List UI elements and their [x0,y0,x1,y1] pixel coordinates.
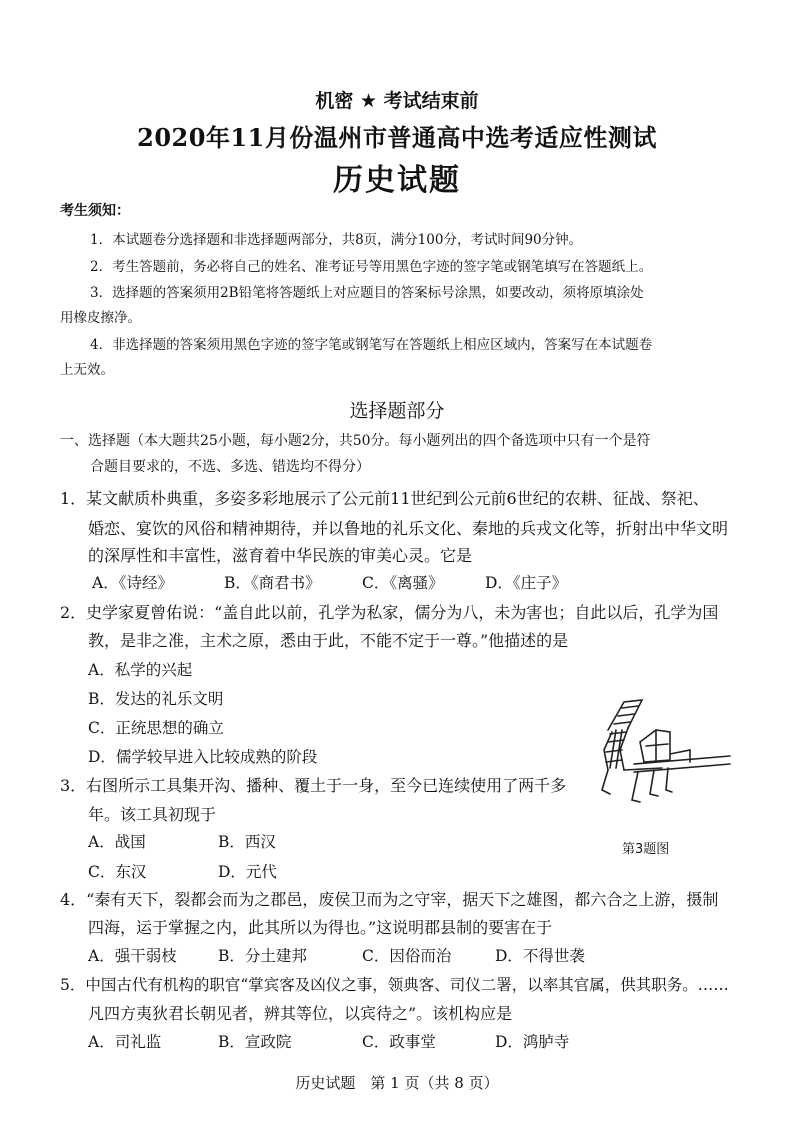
figure-caption: 第3题图 [622,842,670,857]
page-footer: 历史试题 第 1 页（共 8 页） [295,1074,499,1092]
q2-option-d: D．儒学较早进入比较成熟的阶段 [88,748,318,766]
question-3-line: 年。该工具初现于 [88,805,217,824]
q4-option-a: A．强干弱枝 [88,947,177,965]
notice-line: 用橡皮擦净。 [60,310,141,326]
section-title: 选择题部分 [349,400,445,422]
question-1-line: 的深厚性和丰富性，滋育着中华民族的审美心灵。它是 [88,546,473,565]
notice-line: 3．选择题的答案须用2B铅笔将答题纸上对应题目的答案标号涂黑，如要改动，须将原填涂处 [90,285,644,301]
q2-option-c: C．正统思想的确立 [88,719,224,737]
question-5-line: 5．中国古代有机构的职官“掌宾客及凶仪之事，领典客、司仪二署，以率其官属，供其职务。…… [60,976,729,994]
seed-drill-illustration [598,690,734,830]
q1-option-a: A．《诗经》 [92,574,173,592]
q2-option-a: A．私学的兴起 [88,661,193,679]
q5-option-d: D．鸿胪寺 [495,1033,570,1051]
q3-option-b: B．西汉 [218,833,276,851]
notice-line: 1．本试题卷分选择题和非选择题两部分，共8页，满分100分，考试时间90分钟。 [90,232,583,248]
q4-option-d: D．不得世袭 [495,947,585,965]
notice-heading: 考生须知： [60,203,130,219]
q5-option-b: B．宣政院 [218,1033,292,1051]
notice-line: 4．非选择题的答案须用黑色字迹的签字笔或钢笔写在答题纸上相应区域内，答案写在本试题卷 [90,337,653,353]
question-5-line: 凡四方夷狄君长朝见者，辨其等位，以宾待之”。该机构应是 [88,1004,513,1023]
notice-line: 上无效。 [60,362,114,378]
exam-title: 2020年11月份温州市普通高中选考适应性测试 [137,123,657,152]
notice-line: 2．考生答题前，务必将自己的姓名、准考证号等用黑色字迹的签字笔或钢笔填写在答题纸上。 [90,259,653,275]
section-instruction: 一、选择题（本大题共25小题，每小题2分，共50分。每小题列出的四个备选项中只有一个是符 [60,433,651,449]
q1-option-c: C．《离骚》 [362,574,444,592]
q4-option-c: C．因俗而治 [362,947,452,965]
q3-option-c: C．东汉 [88,863,147,881]
subject-title: 历史试题 [333,163,461,198]
q3-option-d: D．元代 [218,863,277,881]
question-2-line: 2．史学家夏曾佑说：“盖自此以前，孔学为私家，儒分为八，未为害也；自此以后，孔学为国 [60,603,719,622]
q1-option-d: D．《庄子》 [485,574,568,592]
question-3-line: 3．右图所示工具集开沟、播种、覆土于一身，至今已连续使用了两千多 [60,776,567,795]
q4-option-b: B．分土建邦 [218,947,307,965]
q1-option-b: B．《商君书》 [224,574,321,592]
q2-option-b: B．发达的礼乐文明 [88,690,224,708]
q5-option-c: C．政事堂 [362,1033,436,1051]
confidential-line: 机密 ★ 考试结束前 [315,90,479,112]
section-instruction: 合题目要求的，不选、多选、错选均不得分） [90,459,370,475]
question-4-line: 4．“秦有天下，裂都会而为之郡邑，废侯卫而为之守宰，据天下之雄图，都六合之上游，摄制 [60,890,719,909]
question-1-line: 婚恋、宴饮的风俗和精神期待，并以鲁地的礼乐文化、秦地的兵戎文化等，折射出中华文明 [88,519,729,538]
question-1-line: 1．某文献质朴典重，多姿多彩地展示了公元前11世纪到公元前6世纪的农耕、征战、祭祀、 [60,489,709,508]
question-4-line: 四海，运于掌握之内，此其所以为得也。”这说明郡县制的要害在于 [88,918,553,937]
q3-option-a: A．战国 [88,833,146,851]
q5-option-a: A．司礼监 [88,1033,162,1051]
question-2-line: 教，是非之准，主术之原，悉由于此，不能不定于一尊。”他描述的是 [88,631,569,650]
